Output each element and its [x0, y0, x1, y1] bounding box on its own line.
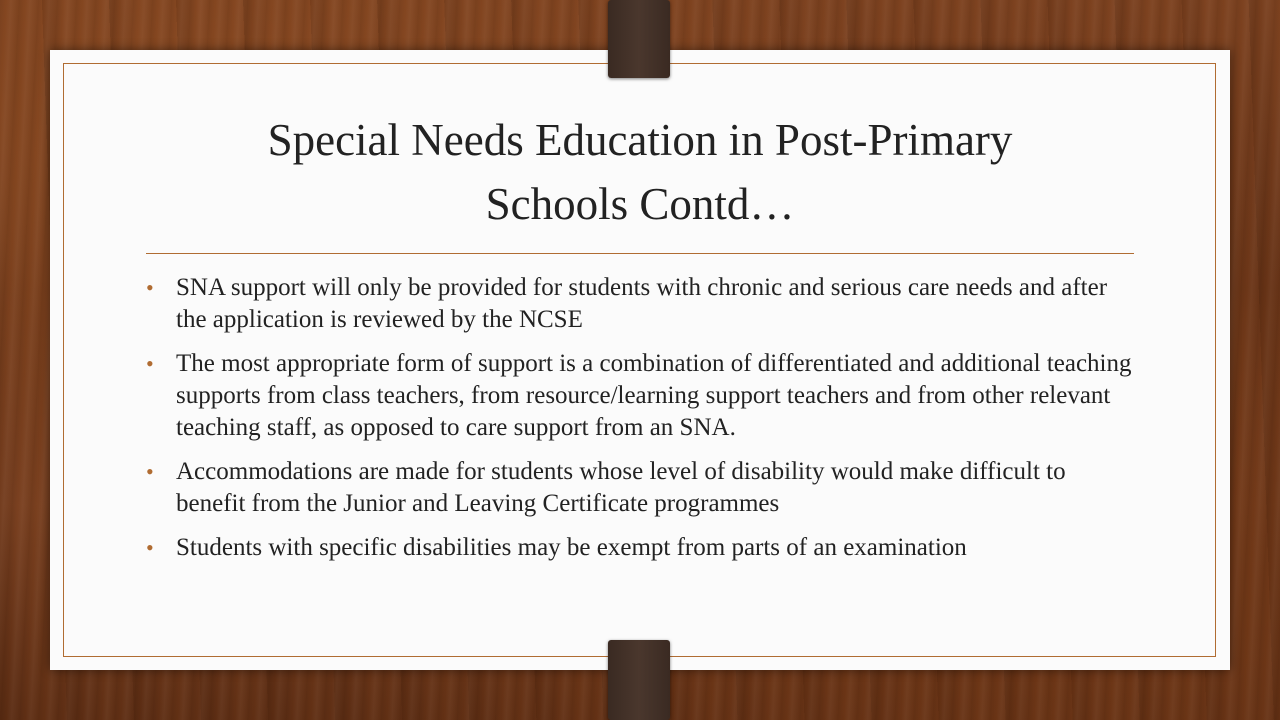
bullet-text: SNA support will only be provided for students with chronic and serious care needs and after the application is reviewed by the NCSE: [176, 274, 1108, 333]
title-divider: [146, 253, 1134, 254]
bullet-item: [146, 272, 1136, 336]
bottom-binder-clip: [608, 640, 670, 720]
bullet-dot-icon: •: [146, 535, 154, 560]
bullet-text: The most appropriate form of support is a combination of differentiated and additional teaching supports from class teachers, from resource/learning support teachers and from other relevant teaching staff, as opposed to care support from an SNA.: [176, 350, 1132, 441]
slide-title-line-1: Special Needs Education in Post-Primary: [267, 115, 1013, 165]
slide-title-line-2: Schools Contd…: [485, 179, 795, 229]
bullet-item: [146, 532, 1136, 564]
bullet-text: Students with specific disabilities may be exempt from parts of an examination: [176, 534, 967, 561]
bullet-dot-icon: •: [146, 459, 154, 484]
bullet-dot-icon: •: [146, 351, 154, 376]
top-binder-clip: [608, 0, 670, 78]
bullet-text: Accommodations are made for students whose level of disability would make difficult to benefit from the Junior and Leaving Certificate programmes: [176, 458, 1066, 517]
slide-title: [140, 108, 1140, 236]
bullet-list: [146, 272, 1136, 576]
bullet-item: [146, 456, 1136, 520]
bullet-dot-icon: •: [146, 275, 154, 300]
bullet-item: [146, 348, 1136, 444]
